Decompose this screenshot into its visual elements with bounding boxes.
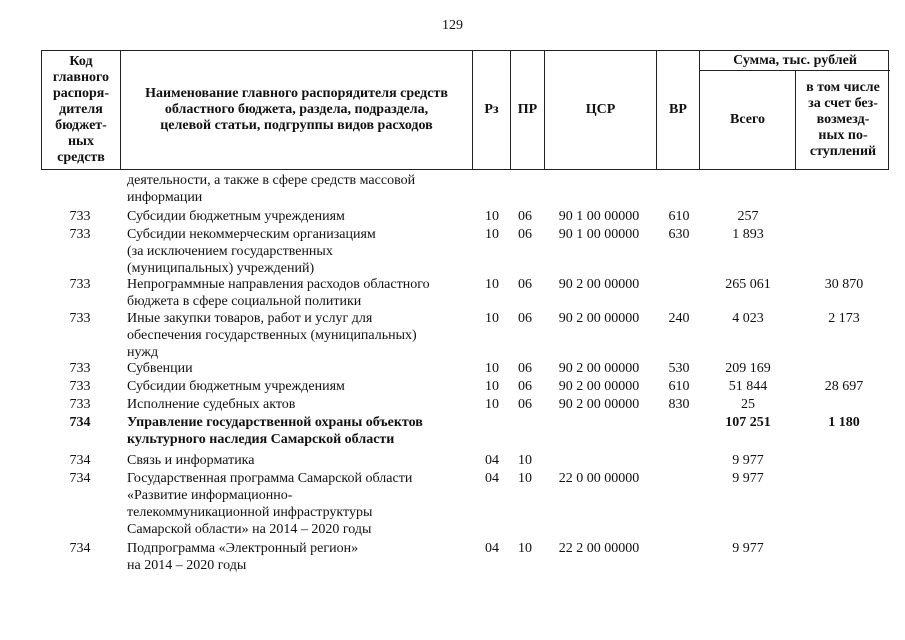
cell-name: Связь и информатика [127, 453, 255, 468]
cell-pr: 10 [518, 541, 532, 556]
cell-kod: 734 [69, 541, 91, 556]
cell-pr: 06 [518, 311, 532, 326]
cell-kod: 733 [69, 209, 91, 224]
cell-rz: 10 [485, 361, 499, 376]
cell-vr: 630 [668, 227, 690, 242]
cell-vsego: 9 977 [732, 541, 764, 556]
header-vtch: в том числе за счет без- возмезд- ных по- ступлений [795, 71, 890, 169]
cell-csr: 90 2 00 00000 [558, 277, 640, 292]
cell-name: Субвенции [127, 361, 193, 376]
cell-kod: 733 [69, 277, 91, 292]
cell-kod: 733 [69, 379, 91, 394]
cell-vsego: 4 023 [732, 311, 764, 326]
header-rz: Рз [472, 51, 510, 169]
cell-pr: 06 [518, 379, 532, 394]
cell-csr: 90 2 00 00000 [558, 311, 640, 326]
cell-name: Непрограммные направления расходов областного бюджета в сфере социальной политики [127, 277, 430, 309]
cell-vsego: 107 251 [725, 415, 771, 430]
cell-vsego: 265 061 [725, 277, 771, 292]
cell-kod: 733 [69, 311, 91, 326]
cell-vtch: 30 870 [824, 277, 864, 292]
cell-rz: 10 [485, 209, 499, 224]
cell-vr: 530 [668, 361, 690, 376]
header-kod: Код главного распоря- дителя бюджет- ных средств [52, 54, 110, 165]
cell-pr: 06 [518, 277, 532, 292]
cell-kod: 733 [69, 397, 91, 412]
cell-name: деятельности, а также в сфере средств массовой информации [127, 173, 416, 205]
cell-csr: 90 2 00 00000 [558, 379, 640, 394]
cell-name: Исполнение судебных актов [127, 397, 296, 412]
cell-name: Субсидии бюджетным учреждениям [127, 379, 345, 394]
cell-rz: 04 [485, 471, 499, 486]
cell-name: Субсидии некоммерческим организациям (за исключением государственных (муниципальных) учреждений) [127, 227, 376, 276]
cell-rz: 10 [485, 277, 499, 292]
cell-name: Иные закупки товаров, работ и услуг для обеспечения государственных (муниципальных) нужд [127, 311, 417, 360]
cell-pr: 06 [518, 361, 532, 376]
header-sum: Сумма, тыс. рублей [699, 51, 890, 71]
cell-vtch: 28 697 [824, 379, 864, 394]
cell-csr: 90 2 00 00000 [558, 361, 640, 376]
header-vsego: Всего [699, 71, 795, 169]
cell-csr: 22 2 00 00000 [558, 541, 640, 556]
cell-vsego: 1 893 [732, 227, 764, 242]
cell-kod: 734 [69, 453, 91, 468]
header-csr: ЦСР [544, 51, 656, 169]
cell-rz: 10 [485, 311, 499, 326]
cell-vr: 830 [668, 397, 690, 412]
cell-pr: 06 [518, 209, 532, 224]
cell-vsego: 257 [737, 209, 759, 224]
cell-rz: 10 [485, 227, 499, 242]
cell-vsego: 51 844 [728, 379, 768, 394]
cell-vtch: 2 173 [828, 311, 860, 326]
cell-pr: 06 [518, 227, 532, 242]
cell-vsego: 209 169 [725, 361, 771, 376]
cell-vsego: 9 977 [732, 471, 764, 486]
header-pr: ПР [510, 51, 544, 169]
cell-rz: 10 [485, 379, 499, 394]
cell-vr: 610 [668, 379, 690, 394]
cell-name: Государственная программа Самарской области «Развитие информационно- телекоммуникационной инфраструктуры Самарской области» на 2014 – 2020 годы [127, 471, 413, 537]
cell-csr: 90 2 00 00000 [558, 397, 640, 412]
cell-rz: 04 [485, 453, 499, 468]
cell-vr: 240 [668, 311, 690, 326]
cell-csr: 90 1 00 00000 [558, 209, 640, 224]
cell-vsego: 25 [741, 397, 755, 412]
cell-vsego: 9 977 [732, 453, 764, 468]
cell-kod: 734 [69, 471, 91, 486]
header-vr: ВР [656, 51, 699, 169]
cell-vr: 610 [668, 209, 690, 224]
cell-kod: 733 [69, 227, 91, 242]
cell-pr: 06 [518, 397, 532, 412]
cell-kod: 734 [69, 415, 91, 430]
page-number: 129 [442, 18, 463, 33]
cell-csr: 90 1 00 00000 [558, 227, 640, 242]
cell-rz: 04 [485, 541, 499, 556]
cell-rz: 10 [485, 397, 499, 412]
cell-name: Субсидии бюджетным учреждениям [127, 209, 345, 224]
cell-csr: 22 0 00 00000 [558, 471, 640, 486]
cell-vtch: 1 180 [828, 415, 860, 430]
cell-pr: 10 [518, 453, 532, 468]
cell-kod: 733 [69, 361, 91, 376]
cell-name: Подпрограмма «Электронный регион» на 2014 – 2020 годы [127, 541, 359, 573]
table-header [41, 50, 889, 170]
header-name: Наименование главного распорядителя средств областного бюджета, раздела, подраздела, целевой статьи, подгруппы видов расходов [120, 51, 472, 169]
cell-name: Управление государственной охраны объектов культурного наследия Самарской области [127, 415, 423, 447]
cell-pr: 10 [518, 471, 532, 486]
